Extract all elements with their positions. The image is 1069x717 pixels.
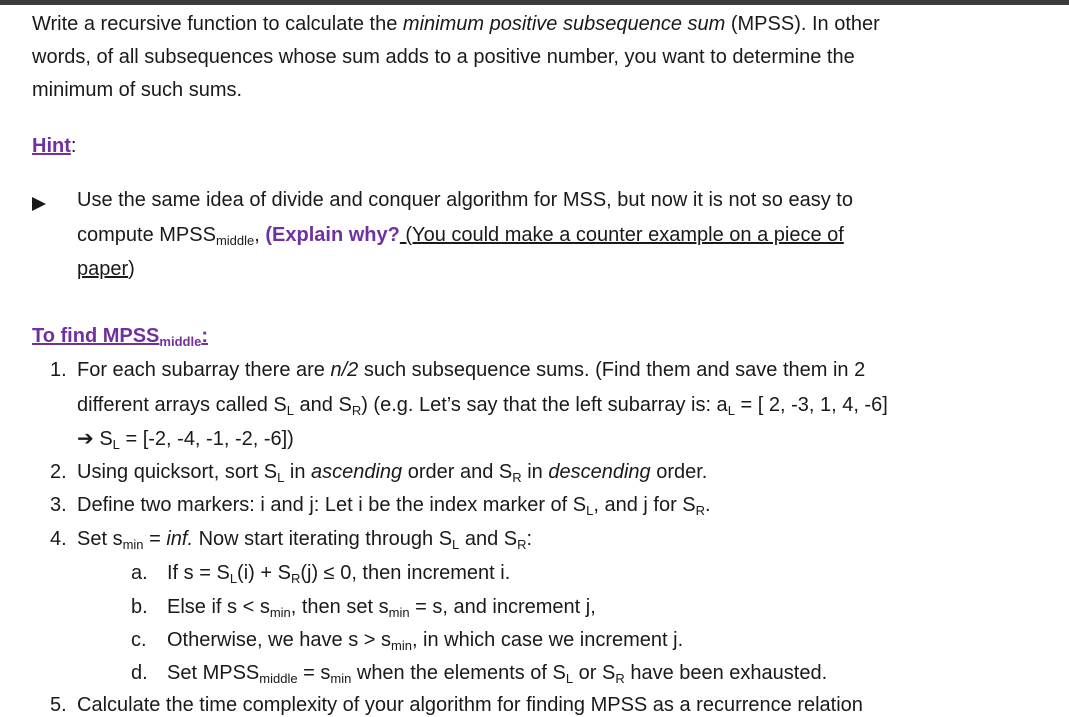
- subscript: L: [286, 403, 294, 418]
- subscript: R: [517, 537, 527, 552]
- step-1-line-1: [77, 360, 865, 380]
- step-number: 5.: [50, 694, 67, 716]
- subscript: R: [290, 571, 301, 586]
- step-text: , in which case we increment j.: [411, 629, 684, 651]
- bullet-text: ): [128, 258, 135, 280]
- bullet-line-2: [77, 224, 844, 248]
- subscript: L: [112, 437, 120, 452]
- subscript: middle: [159, 334, 202, 349]
- substep-a: [167, 562, 511, 586]
- intro-emphasis: minimum positive subsequence sum: [402, 13, 726, 35]
- subscript: middle: [215, 233, 255, 248]
- step-text: Otherwise, we have s > s: [167, 629, 391, 651]
- step-number: 3.: [50, 494, 67, 516]
- step-text: :: [526, 528, 533, 550]
- bullet-line-3: [77, 259, 135, 279]
- step-text: S: [93, 428, 113, 450]
- substep-c: [167, 629, 684, 653]
- counter-example-note: (You could make a counter example on a piece of: [399, 224, 844, 246]
- top-border: [0, 0, 1069, 5]
- step-text: = [-2, -4, -1, -2, -6]): [119, 428, 294, 450]
- find-heading-text: To find MPSS: [32, 325, 160, 347]
- step-text: have been exhausted.: [624, 662, 828, 684]
- subscript: R: [512, 470, 522, 485]
- step-text: , and j for S: [593, 494, 696, 516]
- substep-letter: a.: [131, 562, 148, 584]
- step-3: [77, 494, 711, 518]
- subscript: min: [122, 537, 144, 552]
- step-text: Set s: [77, 528, 123, 550]
- step-number: 2.: [50, 461, 67, 483]
- intro-line-1: [32, 14, 880, 34]
- subscript: min: [390, 638, 412, 653]
- step-emphasis: ascending: [311, 461, 403, 483]
- step-text: = s, and increment j,: [409, 596, 596, 618]
- substep-d: [167, 662, 828, 686]
- step-text: in: [521, 461, 549, 483]
- step-text: in: [284, 461, 311, 483]
- subscript: R: [615, 671, 625, 686]
- subscript: R: [695, 503, 706, 518]
- step-text: ) (e.g. Let’s say that the left subarray is: a: [361, 394, 728, 416]
- substep-b: [167, 596, 596, 620]
- step-text: order and S: [402, 461, 513, 483]
- intro-text: Write a recursive function to calculate the: [32, 13, 403, 35]
- arrow-bullet-icon: [32, 195, 46, 215]
- subscript: middle: [259, 671, 298, 686]
- hint-colon: :: [70, 135, 77, 157]
- subscript: L: [586, 503, 594, 518]
- subscript: L: [452, 537, 460, 552]
- step-2: [77, 461, 708, 485]
- find-heading-colon: :: [201, 325, 208, 347]
- step-text: = [ 2, -3, 1, 4, -6]: [734, 394, 888, 416]
- substep-letter: d.: [131, 662, 148, 684]
- step-number: 1.: [50, 359, 67, 381]
- step-text: and S: [293, 394, 352, 416]
- step-text: when the elements of S: [351, 662, 566, 684]
- intro-text: (MPSS). In other: [725, 13, 880, 35]
- subscript: L: [727, 403, 735, 418]
- step-emphasis: inf.: [166, 528, 194, 550]
- subscript: R: [351, 403, 362, 418]
- step-text: Now start iterating through S: [193, 528, 453, 550]
- subscript: L: [229, 571, 238, 586]
- step-text: (j) ≤ 0, then increment i.: [300, 562, 511, 584]
- step-text: For each subarray there are: [77, 359, 331, 381]
- step-text: , then set s: [290, 596, 389, 618]
- step-text: =: [143, 528, 167, 550]
- substep-letter: c.: [131, 629, 147, 651]
- step-text: Set MPSS: [167, 662, 260, 684]
- step-text: .: [705, 494, 711, 516]
- subscript: L: [277, 470, 285, 485]
- right-arrow-icon: ➔: [77, 428, 94, 450]
- step-emphasis: descending: [548, 461, 651, 483]
- hint-label: Hint: [32, 135, 71, 157]
- step-emphasis: n/2: [330, 359, 359, 381]
- intro-line-3: minimum of such sums.: [32, 79, 243, 101]
- step-number: 4.: [50, 528, 67, 550]
- find-heading: [32, 325, 208, 349]
- substep-letter: b.: [131, 596, 148, 618]
- step-text: Define two markers: i and j: Let i be the index marker of S: [77, 494, 587, 516]
- counter-example-note-end: paper: [77, 258, 129, 280]
- step-4: [77, 528, 533, 552]
- subscript: min: [330, 671, 352, 686]
- bullet-text: compute MPSS: [77, 224, 216, 246]
- intro-line-2: words, of all subsequences whose sum adds to a positive number, you want to determine the: [32, 46, 855, 68]
- subscript: L: [565, 671, 574, 686]
- step-text: Else if s < s: [167, 596, 270, 618]
- cutoff-next-step: [0, 690, 1069, 716]
- step-text: different arrays called S: [77, 394, 287, 416]
- subscript: min: [388, 605, 410, 620]
- step-text: such subsequence sums. (Find them and save them in 2: [358, 359, 866, 381]
- bullet-text: ,: [254, 224, 266, 246]
- step-1-line-3: [77, 428, 294, 452]
- subscript: min: [269, 605, 291, 620]
- step-text: Calculate the time complexity of your algorithm for finding MPSS as a recurrence relation: [77, 694, 863, 716]
- explain-why: (Explain why?: [265, 224, 400, 246]
- step-text: (i) + S: [237, 562, 291, 584]
- step-text: If s = S: [167, 562, 230, 584]
- bullet-line-1: Use the same idea of divide and conquer algorithm for MSS, but now it is not so easy to: [77, 189, 853, 211]
- step-text: order.: [650, 461, 708, 483]
- step-text: and S: [459, 528, 518, 550]
- step-text: Using quicksort, sort S: [77, 461, 278, 483]
- step-text: = s: [297, 662, 331, 684]
- hint-heading: [32, 136, 76, 156]
- step-1-line-2: [77, 394, 888, 418]
- step-text: or S: [573, 662, 616, 684]
